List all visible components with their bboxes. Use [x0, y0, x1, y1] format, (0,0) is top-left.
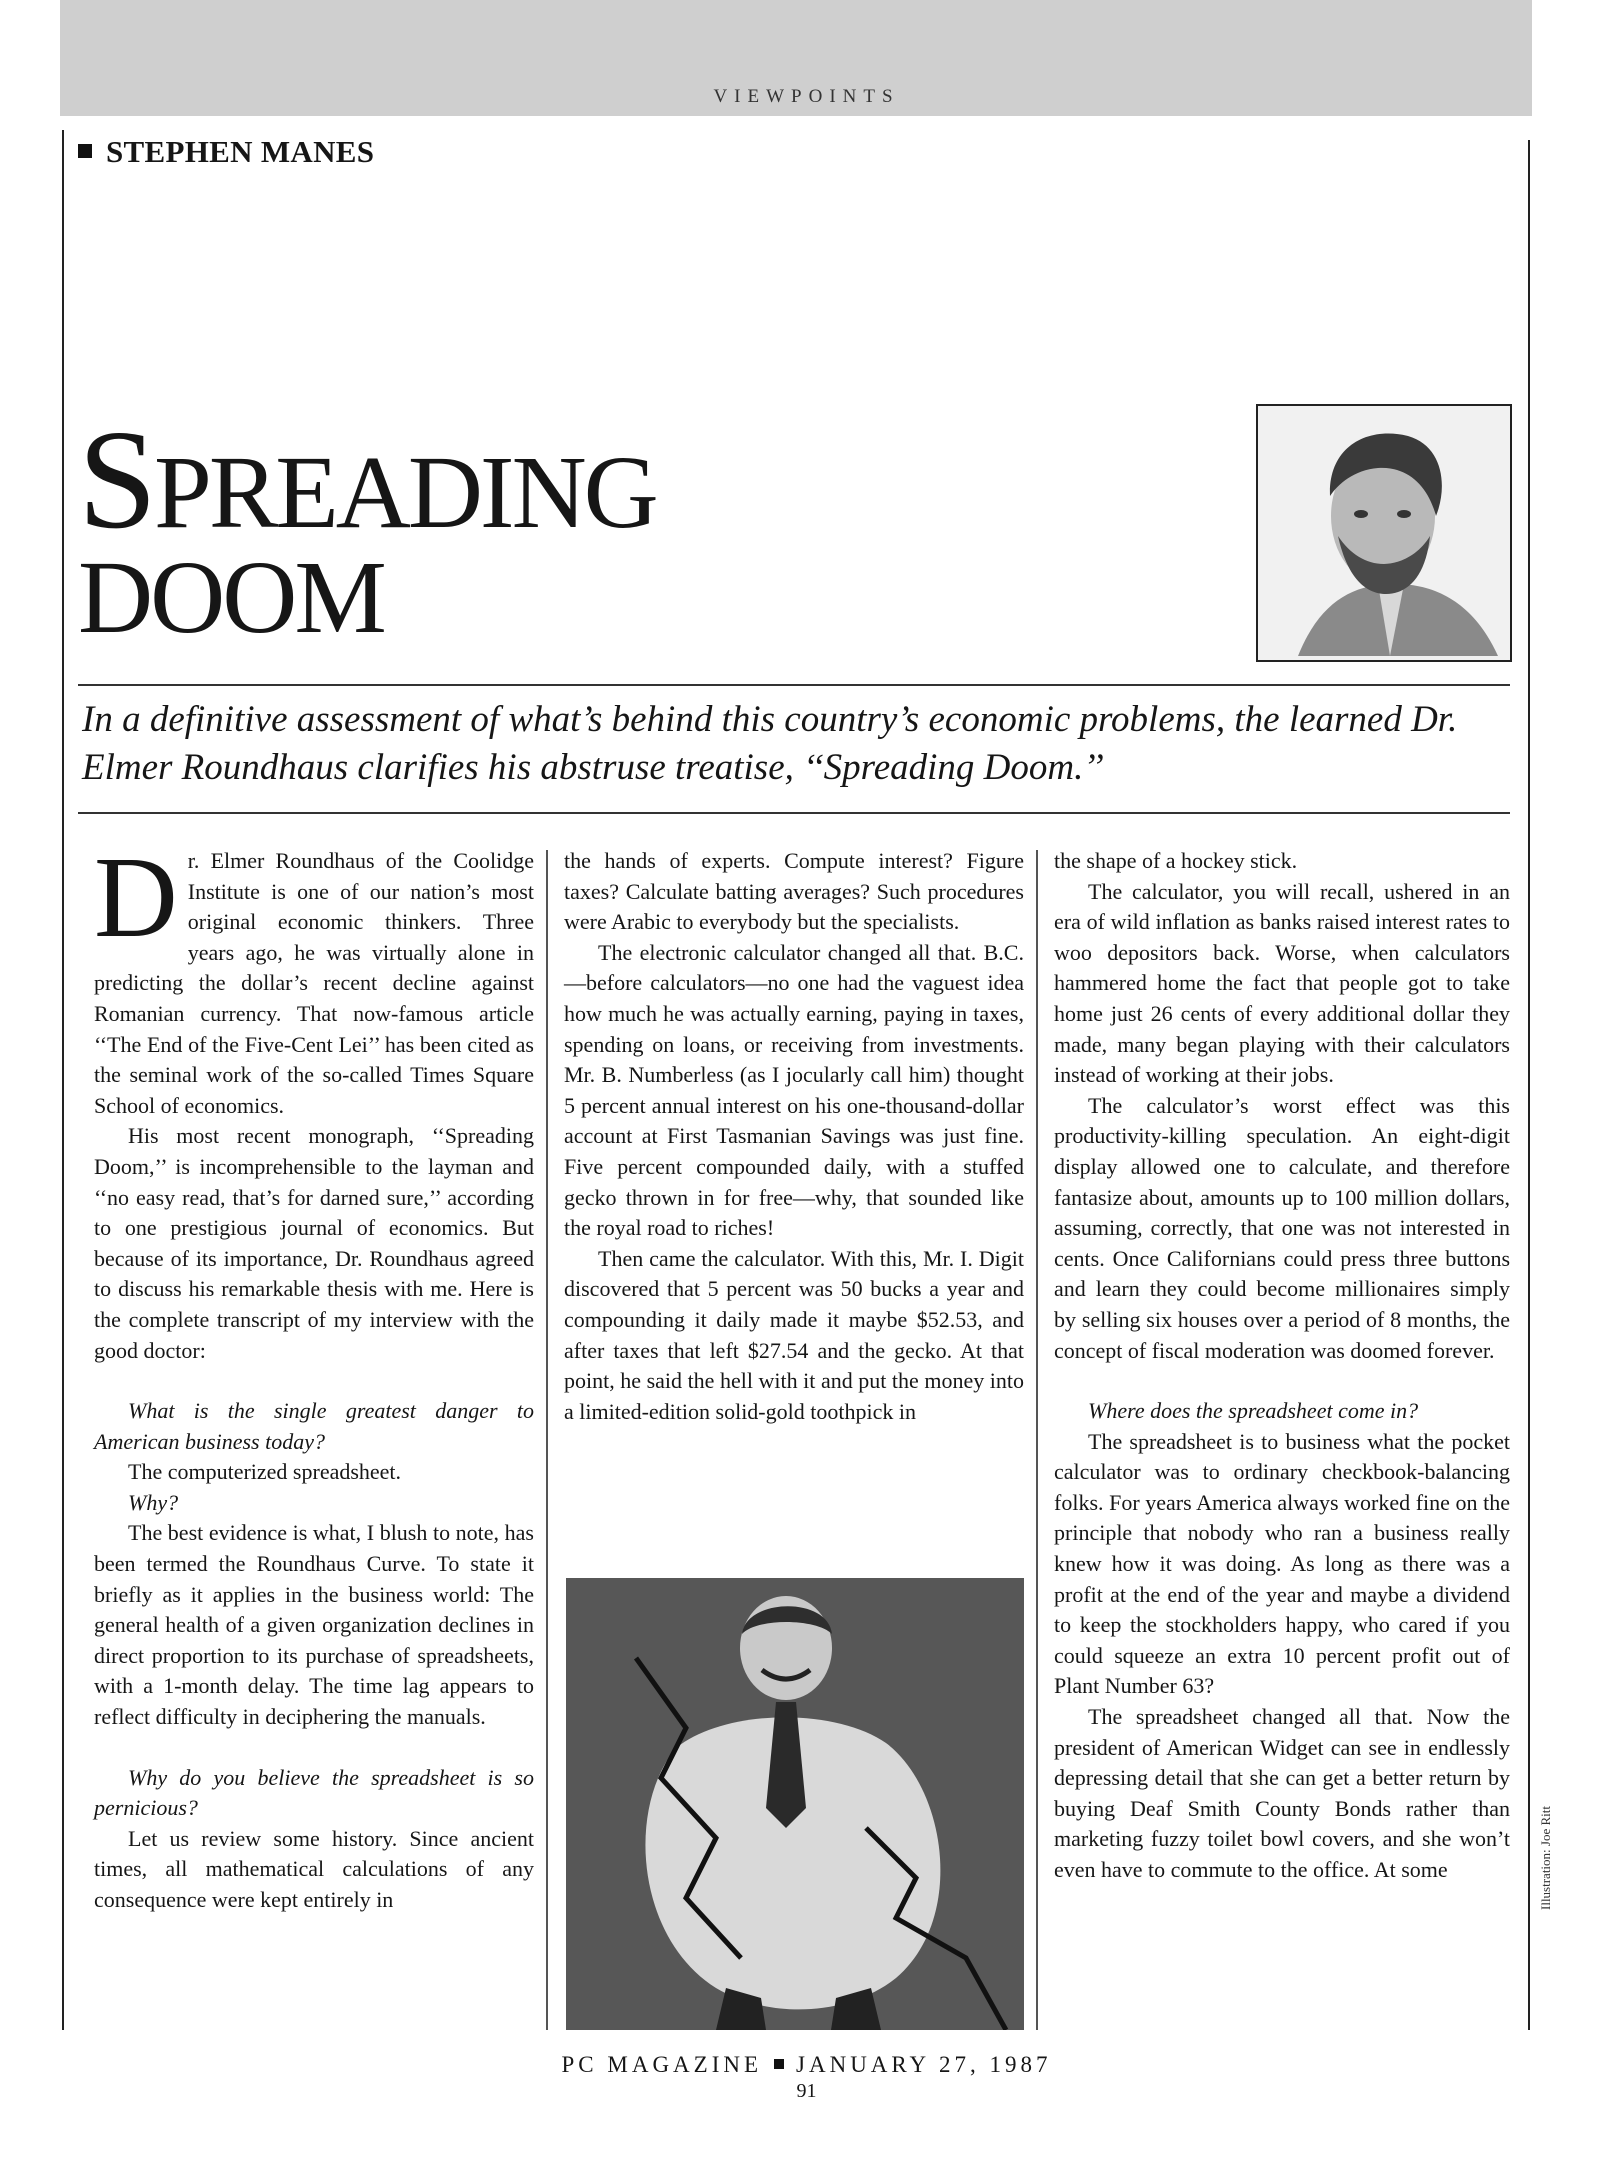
- body-paragraph: Then came the calculator. With this, Mr. I. Digit discovered that 5 percent was 50 bucks a year and compounding it daily made it maybe $52.53, and after taxes that left $27.54 and the gecko. At that point, he said the hell with it and put the money into a limited-edition solid-gold toothpick in: [564, 1245, 1024, 1424]
- interview-answer: The spreadsheet is to business what the pocket calculator was to ordinary checkbook-balancing folks. For years America always worked fine on the principle that nobody who ran a business really knew how it was doing. As long as there was a profit at the end of the year and maybe a dividend to keep the stockholders happy, who cared if you could squeeze an extra 10 percent profit out of Plant Number 63?: [1054, 1428, 1510, 1699]
- author-photo: [1256, 404, 1512, 662]
- headline-line-2: [78, 540, 656, 655]
- body-paragraph: The calculator’s worst effect was this productivity-killing speculation. An eight-digit display allowed one to calculate, and therefore fantasize about, amounts up to 100 million dollars, assuming, correctly, that one was not interested in cents. Once Californians could press three buttons and learn they could become millionaires simply by selling six houses over a period of 8 months, the concept of fiscal moderation was doomed forever.: [1054, 1092, 1510, 1363]
- deck-text: In a definitive assessment of what’s behind this country’s economic problems, the learned Dr. Elmer Roundhaus clarifies his abstruse treatise, ‘‘Spreading Doom.’’: [82, 699, 1458, 788]
- body-paragraph: the shape of a hockey stick.: [1054, 848, 1298, 873]
- interview-answer: The computerized spreadsheet.: [128, 1459, 402, 1485]
- interview-question: Why?: [128, 1489, 179, 1515]
- square-separator-icon: [774, 2059, 784, 2069]
- headline-word-2: DOOM: [78, 540, 384, 655]
- headline-initial: S: [78, 400, 154, 558]
- article-column-3: [1054, 846, 1510, 1886]
- page-number: 91: [796, 2080, 817, 2102]
- deck-bottom-rule: [78, 812, 1510, 814]
- body-paragraph: The spreadsheet changed all that. Now the president of American Widget can see in endlessly depressing detail that she can get a better return by buying Deaf Smith County Bonds rather than marketing fuzzy toilet bowl covers, and she won’t even have to commute to the office. At some: [1054, 1704, 1510, 1882]
- body-paragraph: The calculator, you will recall, ushered in an era of wild inflation as banks raised interest rates to woo depositors back. Worse, when calculators hammered home the fact that people got to take home just 26 cents of every additional dollar they made, many began playing with their calculators instead of working at their jobs.: [1054, 878, 1510, 1088]
- portrait-image: [1258, 406, 1510, 660]
- right-border-rule: [1528, 140, 1530, 2030]
- headline-line-1: [78, 400, 656, 558]
- drop-cap: D: [94, 834, 178, 962]
- headline: [78, 400, 656, 655]
- body-paragraph: [94, 834, 534, 1121]
- headline-word-1-rest: PREADING: [153, 435, 656, 550]
- author-byline: [78, 134, 374, 170]
- body-paragraph: His most recent monograph, ‘‘Spreading Doom,’’ is incomprehensible to the layman and ‘‘no easy read, that’s for darned sure,’’ according to one prestigious journal of economics. But because of its importance, Dr. Roundhaus agreed to discuss his remarkable thesis with me. Here is the complete transcript of my interview with the good doctor:: [94, 1123, 534, 1363]
- interview-question: Where does the spreadsheet come in?: [1088, 1398, 1419, 1424]
- publication-name: PC MAGAZINE: [561, 2052, 763, 2077]
- deck-top-rule: [78, 684, 1510, 686]
- square-bullet-icon: [78, 144, 92, 158]
- illustration: [566, 1578, 1024, 2030]
- column-rule-2: [1036, 850, 1038, 2030]
- body-paragraph: The electronic calculator changed all that. B.C.—before calculators—no one had the vaguest idea how much he was actually earning, paying in taxes, spending on loans, or receiving from investments. Mr. B. Numberless (as I jocularly call him) thought 5 percent annual interest on his one-thousand-dollar account at First Tasmanian Savings was just fine. Five percent compounded daily, with a stuffed gecko thrown in for free—why, that sounded like the royal road to riches!: [564, 939, 1024, 1241]
- interview-question: What is the single greatest danger to American business today?: [94, 1398, 534, 1454]
- author-name: STEPHEN MANES: [106, 134, 375, 169]
- interview-answer: The best evidence is what, I blush to note, has been termed the Roundhaus Curve. To state it briefly as it applies in the business world: The general health of a given organization declines in direct proportion to its purchase of spreadsheets, with a 1-month delay. The time lag appears to reflect difficulty in deciphering the manuals.: [94, 1520, 534, 1730]
- paragraph-text: r. Elmer Roundhaus of the Coolidge Institute is one of our nation’s most original economic thinkers. Three years ago, he was virtually alone in predicting the dollar’s recent decline against Romanian currency. That now-famous article ‘‘The End of the Five-Cent Lei’’ has been cited as the seminal work of the so-called Times Square School of economics.: [94, 848, 534, 1118]
- issue-date: JANUARY 27, 1987: [796, 2052, 1052, 2077]
- article-column-2: [564, 846, 1024, 1427]
- article-column-1: [94, 834, 534, 1916]
- left-border-rule: [62, 130, 64, 2030]
- column-rule-1: [546, 850, 548, 2030]
- businessman-illustration: [566, 1578, 1024, 2030]
- interview-question: Why do you believe the spreadsheet is so pernicious?: [94, 1764, 534, 1821]
- body-paragraph: the hands of experts. Compute interest? Figure taxes? Calculate batting averages? Such procedures were Arabic to everybody but the specialists.: [564, 848, 1024, 935]
- page-footer: [0, 2052, 1613, 2078]
- illustration-credit: Illustration: Joe Ritt: [1538, 1806, 1553, 1910]
- section-label: VIEWPOINTS: [713, 86, 900, 107]
- interview-answer: Let us review some history. Since ancient times, all mathematical calculations of any consequence were kept entirely in: [94, 1825, 534, 1912]
